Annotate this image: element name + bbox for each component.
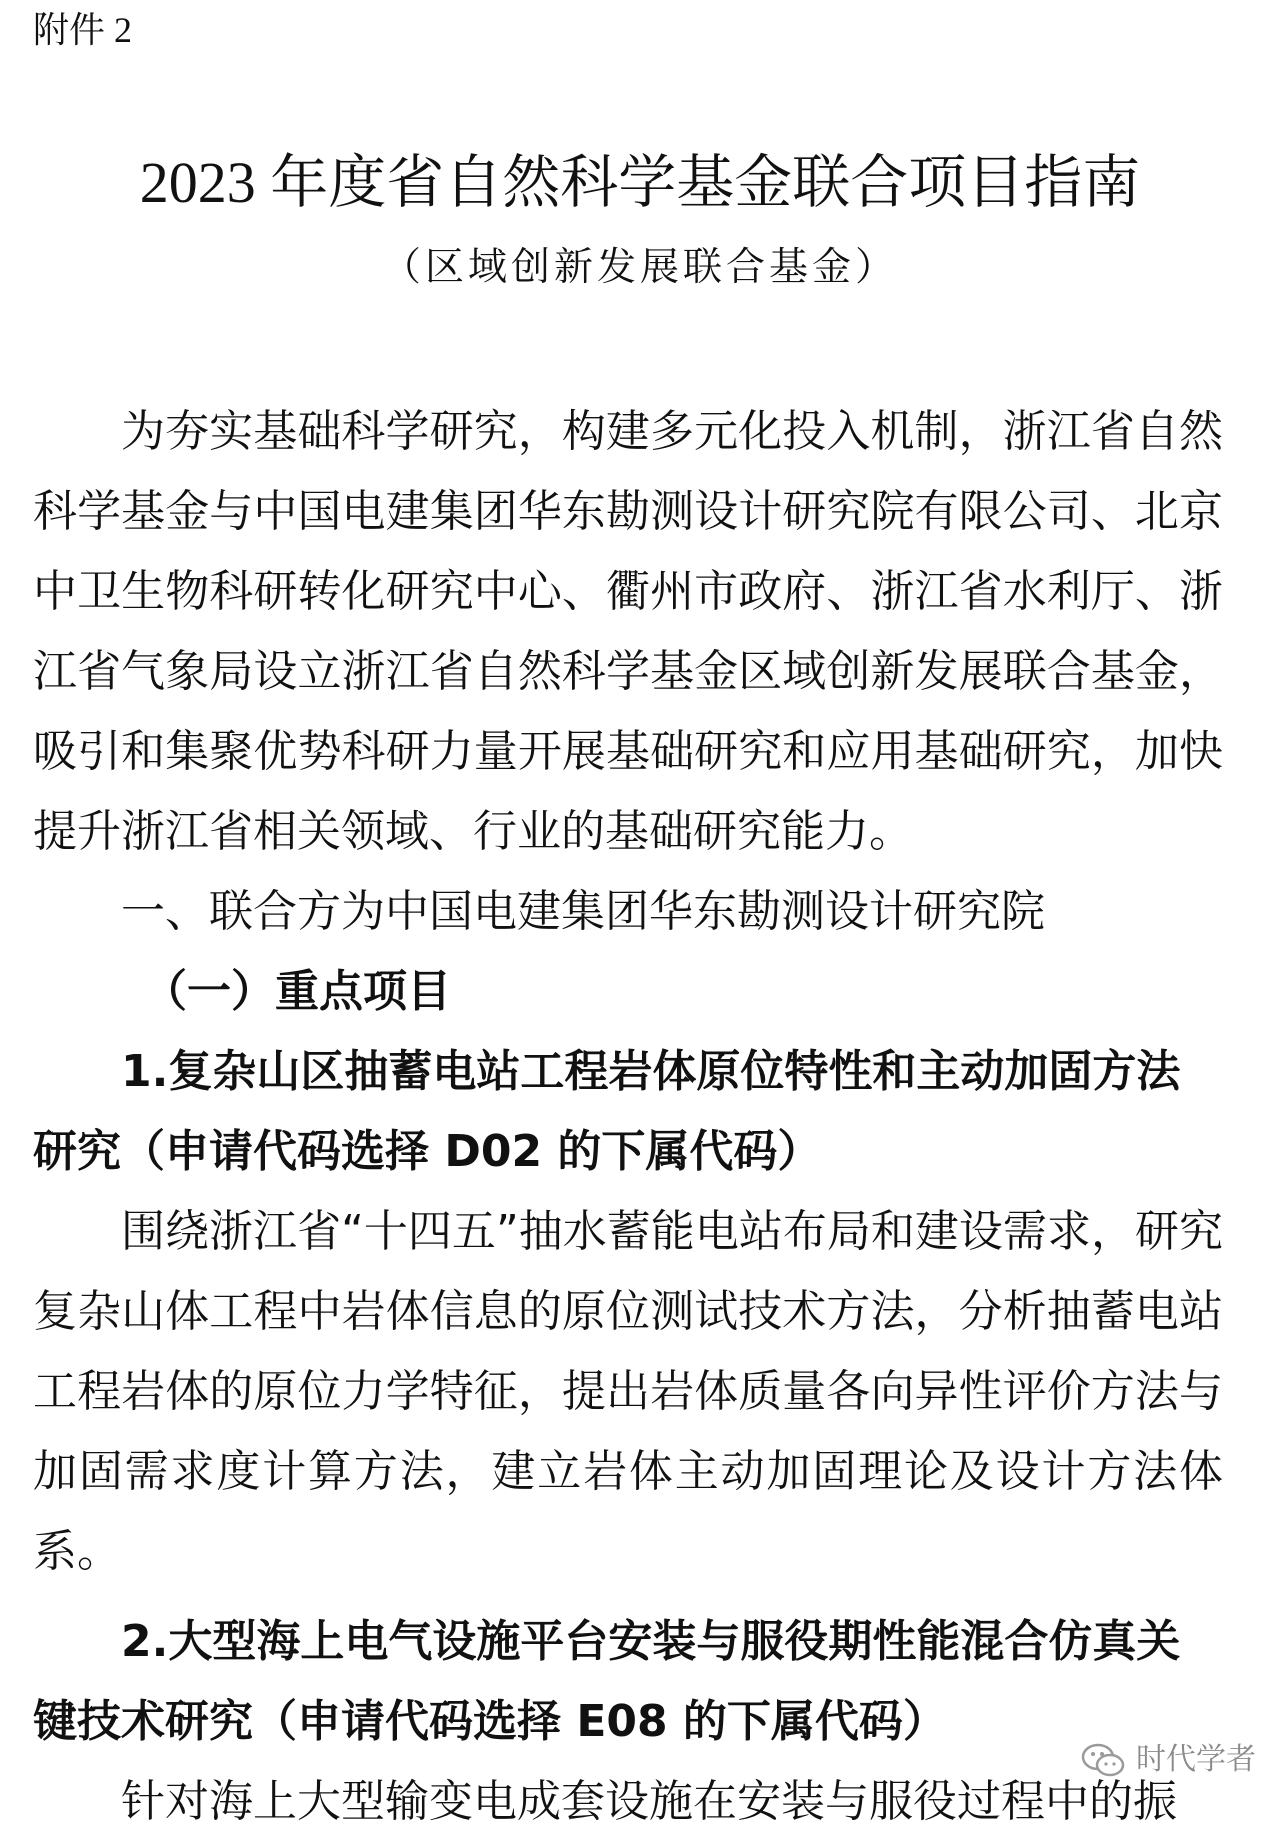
item-body-2: 针对海上大型输变电成套设施在安装与服役过程中的振 xyxy=(121,1776,1177,1827)
document-body xyxy=(33,392,1223,1842)
attachment-label: 附件 2 xyxy=(33,10,133,50)
watermark-text: 时代学者 xyxy=(1136,1742,1256,1777)
document-subtitle: （区域创新发展联合基金） xyxy=(381,245,898,290)
watermark xyxy=(1080,1741,1256,1779)
item-title-1: 1.复杂山区抽蓄电站工程岩体原位特性和主动加固方法研究（申请代码选择 D02 的下属代码） xyxy=(33,1046,1181,1177)
wechat-icon xyxy=(1080,1741,1126,1779)
section-heading: 一、联合方为中国电建集团华东勘测设计研究院 xyxy=(121,886,1045,937)
subsection-heading: （一）重点项目 xyxy=(143,966,451,1017)
intro-paragraph: 为夯实基础科学研究，构建多元化投入机制，浙江省自然科学基金与中国电建集团华东勘测设计研究院有限公司、北京中卫生物科研转化研究中心、衢州市政府、浙江省水利厅、浙江省气象局设立浙江省自然科学基金区域创新发展联合基金，吸引和集聚优势科研力量开展基础研究和应用基础研究，加快提升浙江省相关领域、行业的基础研究能力。 xyxy=(33,406,1223,857)
item-title-2: 2.大型海上电气设施平台安装与服役期性能混合仿真关键技术研究（申请代码选择 E08 的下属代码） xyxy=(33,1616,1181,1747)
item-body-1: 围绕浙江省“十四五”抽水蓄能电站布局和建设需求，研究复杂山体工程中岩体信息的原位测试技术方法，分析抽蓄电站工程岩体的原位力学特征，提出岩体质量各向异性评价方法与加固需求度计算方法，建立岩体主动加固理论及设计方法体系。 xyxy=(33,1206,1223,1577)
document-title: 2023 年度省自然科学基金联合项目指南 xyxy=(139,150,1141,215)
